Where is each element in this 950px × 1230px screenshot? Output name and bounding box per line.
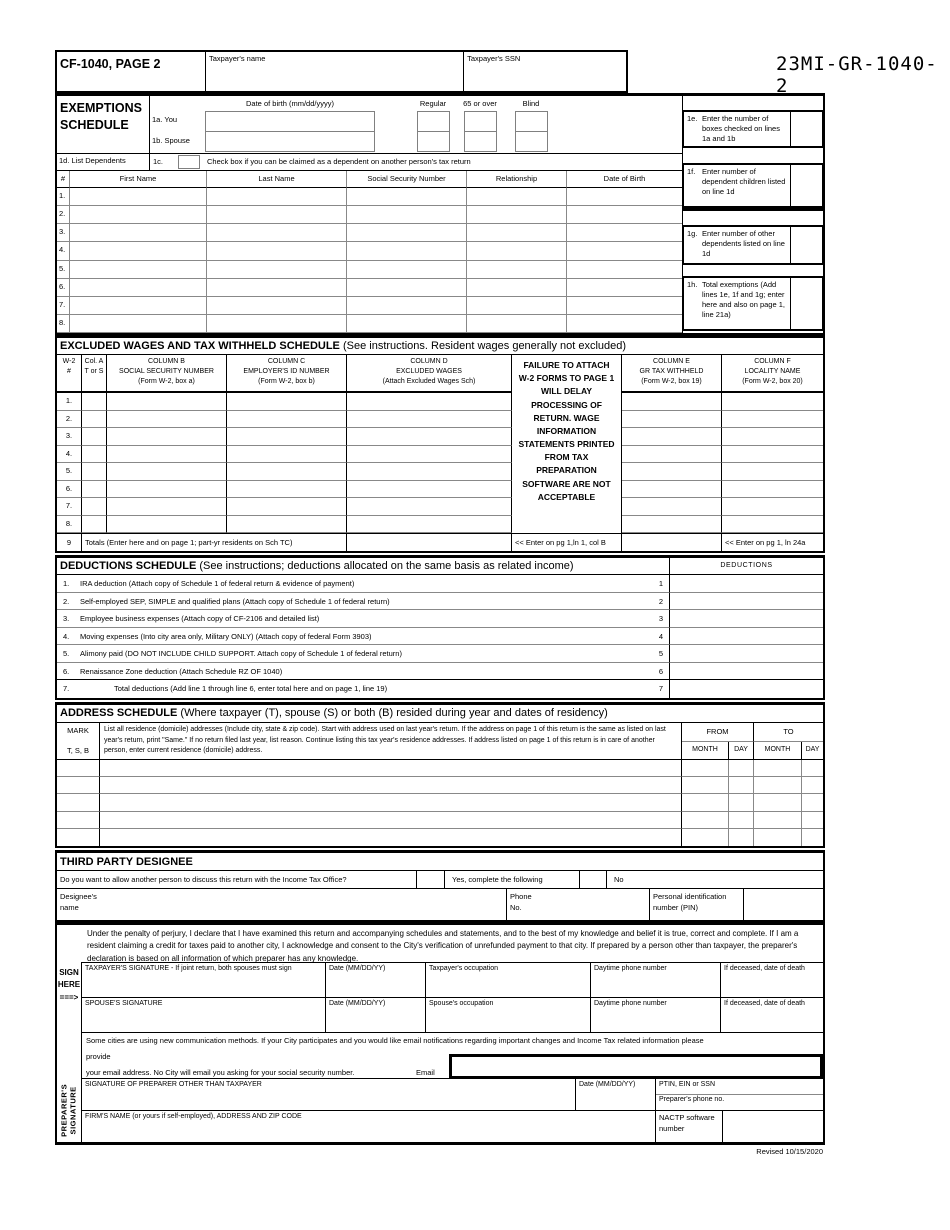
address-mark-input[interactable]: [57, 829, 100, 846]
box-1f: [682, 163, 824, 208]
totals-tax-withheld-input[interactable]: [622, 533, 722, 551]
preparer-firm-row: [82, 1110, 823, 1143]
w2-excluded-wages-input[interactable]: [347, 463, 512, 481]
w2-excluded-wages-input[interactable]: [347, 516, 512, 534]
deductions-amount-header: DEDUCTIONS: [670, 558, 823, 575]
divider: [57, 153, 682, 154]
w2-tax-withheld-input[interactable]: [622, 498, 722, 516]
w2-tax-withheld-input[interactable]: [622, 446, 722, 464]
line-1e-label: Enter the number of boxes checked on lines 1a and 1b: [702, 114, 780, 144]
deduction-amount-input[interactable]: [670, 575, 823, 593]
third-party-title: THIRD PARTY DESIGNEE: [57, 853, 823, 871]
box-1g: [682, 225, 824, 265]
spouse-daytime-phone-field[interactable]: Daytime phone number: [591, 998, 721, 1032]
dep-dob-input[interactable]: [567, 224, 682, 242]
address-mark-input[interactable]: [57, 812, 100, 829]
from-day-input[interactable]: [729, 812, 754, 829]
line-1h-label: Total exemptions (Add lines 1e, 1f and 1g; enter here and also on page 1, line 21a): [702, 280, 785, 320]
w2-excluded-wages-input[interactable]: [347, 411, 512, 429]
box-1e: [682, 110, 824, 148]
taxpayer-name-label: Taxpayer's name: [208, 54, 266, 63]
email-label: Email: [416, 1068, 435, 1077]
line-1b-label: 1b. Spouse: [152, 136, 190, 145]
col-d-header: COLUMN D EXCLUDED WAGES (Attach Excluded Wages Sch): [347, 355, 512, 393]
third-party-no-label: No: [614, 875, 624, 884]
w2-col-a-input[interactable]: [82, 498, 107, 516]
deductions-table: [57, 558, 823, 698]
taxpayer-ssn-label: Taxpayer's SSN: [467, 54, 521, 63]
form-id-code: 23MI-GR-1040-2: [776, 53, 938, 97]
w2-locality-input[interactable]: [722, 446, 823, 464]
w2-col-a-input[interactable]: [82, 481, 107, 499]
dep-last-name-input[interactable]: [207, 261, 347, 279]
address-input[interactable]: [100, 760, 682, 777]
dep-ssn-input[interactable]: [347, 206, 467, 224]
dep-relationship-input[interactable]: [467, 315, 567, 333]
dep-ssn-input[interactable]: [347, 279, 467, 297]
w2-row-number: 4.: [57, 446, 82, 464]
designee-name-field[interactable]: Designee's name: [57, 889, 507, 922]
third-party-no-checkbox[interactable]: [580, 871, 607, 888]
dep-relationship-input[interactable]: [467, 242, 567, 260]
taxpayer-occupation-field[interactable]: Taxpayer's occupation: [426, 963, 591, 997]
preparer-ptin-field[interactable]: PTIN, EIN or SSN: [659, 1081, 716, 1088]
w2-row-number: 5.: [57, 463, 82, 481]
nactp-label: NACTP software number: [656, 1111, 723, 1143]
w2-excluded-wages-input[interactable]: [347, 428, 512, 446]
line-1c-number: 1c.: [153, 157, 164, 166]
dep-col-number: #: [57, 171, 70, 188]
from-day-input[interactable]: [729, 829, 754, 846]
w2-ssn-input[interactable]: [107, 516, 227, 534]
dep-ssn-input[interactable]: [347, 261, 467, 279]
w2-excluded-wages-input[interactable]: [347, 393, 512, 411]
nactp-number-input[interactable]: [723, 1111, 823, 1143]
excluded-wages-title: EXCLUDED WAGES AND TAX WITHHELD SCHEDULE: [60, 340, 340, 352]
deduction-line: 4. Moving expenses (Into city area only, Military ONLY) (Attach copy of federal Form 3903) 4: [57, 628, 670, 646]
dep-ssn-input[interactable]: [347, 297, 467, 315]
third-party-yes-label: Yes, complete the following: [445, 871, 580, 888]
line-1g-count-input[interactable]: [790, 227, 822, 263]
w2-row-number: 7.: [57, 498, 82, 516]
dep-dob-input[interactable]: [567, 279, 682, 297]
address-input[interactable]: [100, 829, 682, 846]
line-1d-label: 1d. List Dependents: [57, 153, 150, 170]
exemptions-schedule-title: EXEMPTIONS SCHEDULE: [57, 96, 150, 153]
w2-tax-withheld-input[interactable]: [622, 411, 722, 429]
dep-first-name-input[interactable]: [70, 188, 207, 206]
box-1h: [682, 276, 824, 331]
dep-first-name-input[interactable]: [70, 261, 207, 279]
dep-dob-input[interactable]: [567, 261, 682, 279]
designee-pin-label: Personal identification number (PIN): [650, 889, 744, 922]
dep-first-name-input[interactable]: [70, 315, 207, 333]
w2-employer-id-input[interactable]: [227, 446, 347, 464]
preparer-signature-row: [82, 1078, 823, 1110]
w2-col-a-input[interactable]: [82, 516, 107, 534]
deductions-title-bar: [57, 558, 670, 575]
dep-last-name-input[interactable]: [207, 297, 347, 315]
w2-row-number: 3.: [57, 428, 82, 446]
to-day-header: DAY: [802, 742, 823, 760]
dep-ssn-input[interactable]: [347, 242, 467, 260]
col-b-header: COLUMN B SOCIAL SECURITY NUMBER (Form W-2, box a): [107, 355, 227, 393]
deduction-amount-input[interactable]: [670, 610, 823, 628]
dob-header-label: Date of birth (mm/dd/yyyy): [246, 99, 334, 108]
address-subtitle: (Where taxpayer (T), spouse (S) or both (B) resided during year and dates of residency): [177, 707, 608, 719]
col-c-header: COLUMN C EMPLOYER'S ID NUMBER (Form W-2, box b): [227, 355, 347, 393]
taxpayer-daytime-phone-field[interactable]: Daytime phone number: [591, 963, 721, 997]
exemption-count-boxes: [682, 96, 823, 333]
line-1g-number: 1g.: [687, 229, 698, 238]
address-mark-input[interactable]: [57, 760, 100, 777]
designee-phone-field[interactable]: Phone No.: [507, 889, 650, 922]
third-party-question-row: [57, 871, 823, 889]
claimed-dependent-checkbox[interactable]: [178, 155, 200, 169]
dep-row-number: 7.: [57, 297, 70, 315]
line-1g-label: Enter number of other dependents listed on line 1d: [702, 229, 785, 259]
w2-employer-id-input[interactable]: [227, 411, 347, 429]
excluded-wages-table: [57, 355, 823, 551]
w2-locality-input[interactable]: [722, 516, 823, 534]
dep-dob-input[interactable]: [567, 206, 682, 224]
dep-dob-input[interactable]: [567, 315, 682, 333]
over65-spouse-checkbox[interactable]: [464, 131, 497, 152]
w2-employer-id-input[interactable]: [227, 481, 347, 499]
mark-column-header: MARK T, S, B: [57, 723, 100, 760]
email-notice-block: [82, 1032, 823, 1078]
designee-row: [57, 889, 823, 922]
w2-col-a-input[interactable]: [82, 411, 107, 429]
regular-you-checkbox[interactable]: [417, 111, 450, 132]
w2-tax-withheld-input[interactable]: [622, 481, 722, 499]
w2-employer-id-input[interactable]: [227, 463, 347, 481]
totals-note-col-b: << Enter on pg 1,ln 1, col B: [512, 533, 622, 551]
from-day-header: DAY: [729, 742, 754, 760]
address-title: ADDRESS SCHEDULE: [60, 707, 178, 719]
deduction-amount-input[interactable]: [670, 645, 823, 663]
to-header: TO: [754, 723, 823, 742]
firm-name-field[interactable]: FIRM'S NAME (or yours if self-employed), ADDRESS AND ZIP CODE: [82, 1111, 656, 1143]
dep-last-name-input[interactable]: [207, 188, 347, 206]
deduction-line: 2. Self-employed SEP, SIMPLE and qualified plans (Attach copy of Schedule 1 of federal return) 2: [57, 593, 670, 611]
taxpayer-signature-row: [82, 962, 823, 997]
to-month-input[interactable]: [754, 760, 802, 777]
dob-spouse-input[interactable]: [205, 131, 375, 152]
third-party-designee-section: [55, 850, 825, 922]
to-day-input[interactable]: [802, 794, 823, 811]
deduction-total-input[interactable]: [670, 680, 823, 698]
w2-col-a-input[interactable]: [82, 446, 107, 464]
dep-first-name-input[interactable]: [70, 224, 207, 242]
excluded-wages-title-bar: [57, 338, 823, 355]
dep-row-number: 4.: [57, 242, 70, 260]
col-a-header: Col. A T or S: [82, 355, 107, 393]
w2-ssn-input[interactable]: [107, 428, 227, 446]
dep-row-number: 5.: [57, 261, 70, 279]
taxpayer-name-field[interactable]: [206, 52, 464, 91]
totals-note-line-24a: << Enter on pg 1, ln 24a: [722, 533, 823, 551]
w2-col-a-input[interactable]: [82, 463, 107, 481]
to-month-header: MONTH: [754, 742, 802, 760]
dep-dob-input[interactable]: [567, 242, 682, 260]
from-month-input[interactable]: [682, 777, 729, 794]
address-title-bar: [57, 705, 823, 723]
over65-column-label: 65 or over: [463, 99, 497, 108]
to-month-input[interactable]: [754, 777, 802, 794]
address-mark-input[interactable]: [57, 777, 100, 794]
w2-locality-input[interactable]: [722, 498, 823, 516]
address-schedule-section: [55, 702, 825, 848]
w2-ssn-input[interactable]: [107, 481, 227, 499]
w2-tax-withheld-input[interactable]: [622, 428, 722, 446]
deduction-amount-input[interactable]: [670, 663, 823, 681]
spouse-occupation-field[interactable]: Spouse's occupation: [426, 998, 591, 1032]
dep-row-number: 1.: [57, 188, 70, 206]
from-day-input[interactable]: [729, 760, 754, 777]
deduction-line: 3. Employee business expenses (Attach copy of CF-2106 and detailed list) 3: [57, 610, 670, 628]
signature-section: [55, 922, 825, 1145]
w2-excluded-wages-input[interactable]: [347, 498, 512, 516]
to-day-input[interactable]: [802, 812, 823, 829]
line-1h-number: 1h.: [687, 280, 698, 289]
spouse-signature-field[interactable]: SPOUSE'S SIGNATURE: [82, 998, 326, 1032]
totals-excluded-wages-input[interactable]: [347, 533, 512, 551]
dob-you-input[interactable]: [205, 111, 375, 132]
w2-row-number: 6.: [57, 481, 82, 499]
dep-row-number: 8.: [57, 315, 70, 333]
dep-relationship-input[interactable]: [467, 188, 567, 206]
w2-ssn-input[interactable]: [107, 463, 227, 481]
perjury-statement: Under the penalty of perjury, I declare that I have examined this return and accompanying schedules and statements, and to the best of my knowledge and belief it is true, correct and complete. If I am a resident claiming a credit for taxes paid to another city, I acknowledge and consent to the City's verification of unrefunded payment to that city. If prepared by a person other than taxpayer, the preparer's declaration is based on all information of which preparer has any knowledge.: [87, 929, 799, 963]
to-day-input[interactable]: [802, 777, 823, 794]
w2-col-a-input[interactable]: [82, 428, 107, 446]
deduction-line: 1. IRA deduction (Attach copy of Schedule 1 of federal return & evidence of payment) 1: [57, 575, 670, 593]
w2-employer-id-input[interactable]: [227, 393, 347, 411]
email-input[interactable]: [449, 1054, 823, 1079]
w2-locality-input[interactable]: [722, 428, 823, 446]
totals-label: Totals (Enter here and on page 1; part-yr residents on Sch TC): [82, 533, 347, 551]
spouse-sign-date-field[interactable]: Date (MM/DD/YY): [326, 998, 426, 1032]
w2-employer-id-input[interactable]: [227, 516, 347, 534]
blind-spouse-checkbox[interactable]: [515, 131, 548, 152]
to-day-input[interactable]: [802, 829, 823, 846]
dep-relationship-input[interactable]: [467, 206, 567, 224]
w2-row-number: 1.: [57, 393, 82, 411]
address-input[interactable]: [100, 794, 682, 811]
deduction-line: 5. Alimony paid (DO NOT INCLUDE CHILD SUPPORT. Attach copy of Schedule 1 of federal return) 5: [57, 645, 670, 663]
w2-excluded-wages-input[interactable]: [347, 481, 512, 499]
blind-column-label: Blind: [522, 99, 540, 108]
dep-first-name-input[interactable]: [70, 242, 207, 260]
dep-ssn-input[interactable]: [347, 188, 467, 206]
dep-relationship-input[interactable]: [467, 261, 567, 279]
line-1f-label: Enter number of dependent children listed on line 1d: [702, 167, 786, 197]
dep-last-name-input[interactable]: [207, 242, 347, 260]
deduction-total-line: 7. Total deductions (Add line 1 through line 6, enter total here and on page 1, line 19) 7: [57, 680, 670, 698]
dep-ssn-input[interactable]: [347, 315, 467, 333]
line-1f-count-input[interactable]: [790, 165, 822, 206]
preparers-signature-vertical-label: PREPARER'S SIGNATURE: [59, 1083, 78, 1137]
line-1e-count-input[interactable]: [790, 112, 822, 146]
third-party-question: Do you want to allow another person to discuss this return with the Income Tax Office?: [57, 871, 417, 888]
dep-col-dob: Date of Birth: [567, 171, 682, 188]
preparer-phone-field[interactable]: Preparer's phone no.: [656, 1094, 823, 1110]
taxpayer-ssn-field[interactable]: [464, 52, 626, 91]
address-instructions: List all residence (domicile) addresses (Include city, state & zip code). Start with address used on last year's return. If the address on page 1 of this return is the same as listed on last year's return, print "Same." If no return filed last year, list reason. Continue listing this tax year's residence addresses. If address listed on page 1 of this return is in care of another person, enter current residence (domicile) address.: [100, 723, 682, 760]
w2-tax-withheld-input[interactable]: [622, 463, 722, 481]
dep-first-name-input[interactable]: [70, 279, 207, 297]
blind-you-checkbox[interactable]: [515, 111, 548, 132]
email-notice-line-2: provide: [86, 1052, 111, 1061]
spouse-deceased-date-field[interactable]: If deceased, date of death: [724, 1000, 805, 1007]
deductions-subtitle: (See instructions; deductions allocated on the same basis as related income): [196, 560, 574, 572]
w2-row-number: 8.: [57, 516, 82, 534]
divider: [682, 208, 824, 211]
address-input[interactable]: [100, 812, 682, 829]
dep-last-name-input[interactable]: [207, 279, 347, 297]
form-title: CF-1040, PAGE 2: [57, 52, 206, 91]
to-month-input[interactable]: [754, 812, 802, 829]
taxpayer-sign-date-field[interactable]: Date (MM/DD/YY): [326, 963, 426, 997]
w2-ssn-input[interactable]: [107, 498, 227, 516]
dep-relationship-input[interactable]: [467, 279, 567, 297]
to-month-input[interactable]: [754, 794, 802, 811]
to-month-input[interactable]: [754, 829, 802, 846]
excluded-wages-section: [55, 335, 825, 553]
from-day-input[interactable]: [729, 794, 754, 811]
line-1a-label: 1a. You: [152, 115, 178, 124]
line-1e-number: 1e.: [687, 114, 698, 123]
w2-employer-id-input[interactable]: [227, 498, 347, 516]
taxpayer-deceased-date-field[interactable]: If deceased, date of death: [724, 965, 805, 972]
from-header: FROM: [682, 723, 754, 742]
w2-ssn-input[interactable]: [107, 393, 227, 411]
w2-locality-input[interactable]: [722, 481, 823, 499]
w2-employer-id-input[interactable]: [227, 428, 347, 446]
regular-column-label: Regular: [419, 99, 447, 108]
dep-first-name-input[interactable]: [70, 206, 207, 224]
email-notice-line-1: Some cities are using new communication methods. If your City participates and you would like email notifications regarding important changes and Income Tax related information please: [86, 1036, 704, 1045]
from-month-input[interactable]: [682, 829, 729, 846]
dep-col-relationship: Relationship: [467, 171, 567, 188]
line-1c-label: Check box if you can be claimed as a dependent on another person's tax return: [207, 157, 471, 166]
dependents-table: [57, 170, 682, 333]
dep-last-name-input[interactable]: [207, 315, 347, 333]
w2-locality-input[interactable]: [722, 411, 823, 429]
dep-ssn-input[interactable]: [347, 224, 467, 242]
third-party-yes-checkbox[interactable]: [417, 871, 445, 888]
w2-col-a-input[interactable]: [82, 393, 107, 411]
over65-you-checkbox[interactable]: [464, 111, 497, 132]
w2-number-header: W-2 #: [57, 355, 82, 393]
address-table: [57, 723, 823, 846]
dep-row-number: 3.: [57, 224, 70, 242]
w2-attach-warning: FAILURE TO ATTACH W-2 FORMS TO PAGE 1 WILL DELAY PROCESSING OF RETURN. WAGE INFORMATION STATEMENTS PRINTED FROM TAX PREPARATION SOFTWARE ARE NOT ACCEPTABLE: [512, 355, 622, 533]
address-input[interactable]: [100, 777, 682, 794]
deduction-amount-input[interactable]: [670, 628, 823, 646]
deductions-title: DEDUCTIONS SCHEDULE: [60, 560, 197, 572]
preparer-id-cells: [656, 1079, 823, 1110]
sign-here-label: SIGN HERE ===>: [57, 968, 81, 1002]
dep-col-ssn: Social Security Number: [347, 171, 467, 188]
from-month-input[interactable]: [682, 760, 729, 777]
email-notice-line-3: your email address. No City will email you asking for your social security number.: [86, 1068, 355, 1077]
deduction-amount-input[interactable]: [670, 593, 823, 611]
taxpayer-signature-field[interactable]: TAXPAYER'S SIGNATURE - If joint return, both spouses must sign: [82, 963, 326, 997]
dep-col-first-name: First Name: [70, 171, 207, 188]
preparer-date-field[interactable]: Date (MM/DD/YY): [576, 1079, 656, 1110]
address-mark-input[interactable]: [57, 794, 100, 811]
form-header: [55, 50, 628, 93]
deduction-line: 6. Renaissance Zone deduction (Attach Schedule RZ OF 1040) 6: [57, 663, 670, 681]
dep-last-name-input[interactable]: [207, 206, 347, 224]
dep-relationship-input[interactable]: [467, 224, 567, 242]
dep-first-name-input[interactable]: [70, 297, 207, 315]
dep-row-number: 6.: [57, 279, 70, 297]
preparer-signature-field[interactable]: SIGNATURE OF PREPARER OTHER THAN TAXPAYER: [82, 1079, 576, 1110]
revised-date: Revised 10/15/2020: [756, 1147, 823, 1156]
designee-pin-input[interactable]: [744, 889, 823, 922]
from-month-input[interactable]: [682, 812, 729, 829]
w2-tax-withheld-input[interactable]: [622, 393, 722, 411]
from-month-header: MONTH: [682, 742, 729, 760]
dep-col-last-name: Last Name: [207, 171, 347, 188]
from-month-input[interactable]: [682, 794, 729, 811]
w2-row-number: 2.: [57, 411, 82, 429]
line-1f-number: 1f.: [687, 167, 696, 176]
to-day-input[interactable]: [802, 760, 823, 777]
w2-ssn-input[interactable]: [107, 411, 227, 429]
w2-locality-input[interactable]: [722, 463, 823, 481]
deductions-schedule-section: [55, 555, 825, 700]
w2-locality-input[interactable]: [722, 393, 823, 411]
spouse-signature-row: [82, 997, 823, 1032]
col-e-header: COLUMN E GR TAX WITHHELD (Form W-2, box 19): [622, 355, 722, 393]
dep-last-name-input[interactable]: [207, 224, 347, 242]
dep-relationship-input[interactable]: [467, 297, 567, 315]
w2-tax-withheld-input[interactable]: [622, 516, 722, 534]
from-day-input[interactable]: [729, 777, 754, 794]
w2-ssn-input[interactable]: [107, 446, 227, 464]
col-f-header: COLUMN F LOCALITY NAME (Form W-2, box 20): [722, 355, 823, 393]
w2-excluded-wages-input[interactable]: [347, 446, 512, 464]
regular-spouse-checkbox[interactable]: [417, 131, 450, 152]
dep-dob-input[interactable]: [567, 188, 682, 206]
excluded-wages-subtitle: (See instructions. Resident wages generally not excluded): [339, 340, 627, 352]
dep-dob-input[interactable]: [567, 297, 682, 315]
dep-row-number: 2.: [57, 206, 70, 224]
line-1h-count-input[interactable]: [790, 278, 822, 329]
exemptions-schedule-section: [55, 93, 825, 335]
totals-row-number: 9: [57, 533, 82, 551]
